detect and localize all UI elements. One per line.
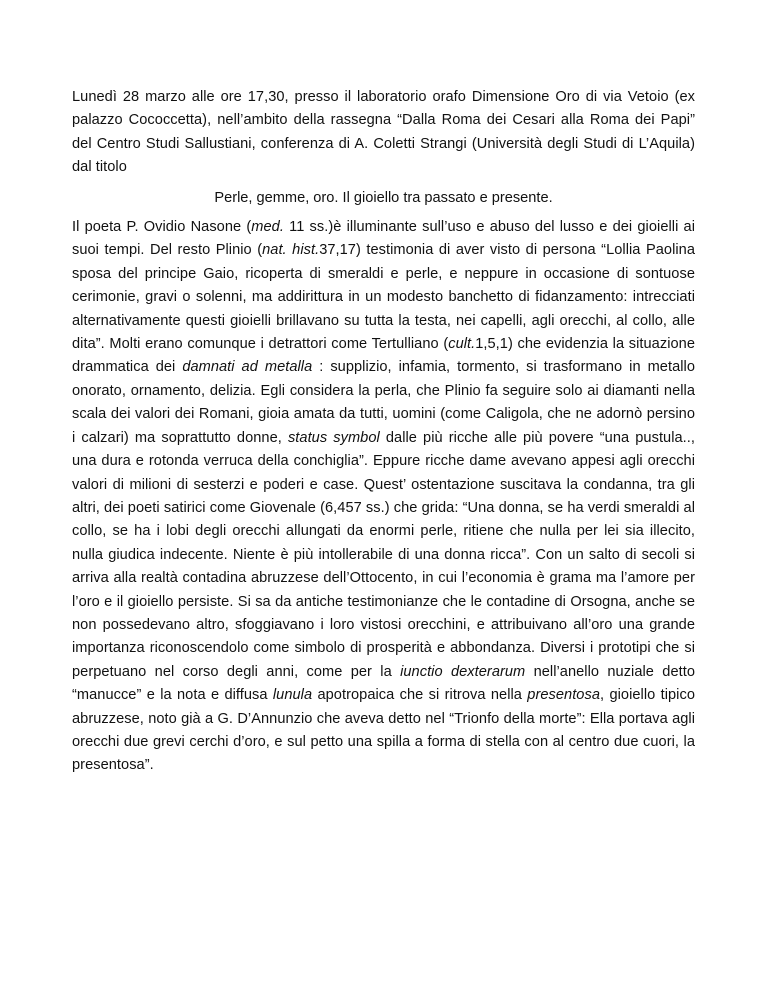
body-segment: apotropaica che si ritrova nella bbox=[312, 687, 528, 704]
lecture-title: Perle, gemme, oro. Il gioiello tra passato e presente. bbox=[214, 189, 553, 206]
body-segment: dalle più ricche alle più povere “una pustula.., una dura e rotonda verruca della conchiglia”. Eppure ricche dame avevano appesi agli orecchi valori di milioni di sesterzi e poderi e case. Quest’ ostentazione suscitava la condanna, tra gli altri, dei poeti satirici come Giovenale (6,457 ss.) che grida: “Una donna, se ha verdi smeraldi al collo, se ha i lobi degli orecchi allungati da enormi perle, ritiene che nulla per lei sia illecito, nulla giudica indecente. Niente è più intollerabile di una donna ricca”. Con un salto di secoli si arriva alla realtà contadina abruzzese dell’Ottocento, in cui l’economia è grama ma l’amore per l’oro e il gioiello persiste. Si sa da antiche testimonianze che le contadine di Orsogna, anche se non possedevano altro, sfoggiavano i loro vistosi orecchini, e attribuivano all’oro una grande importanza riconoscendolo come simbolo di prosperità e abbondanza. Diversi i prototipi che si perpetuano nel corso degli anni, come per la bbox=[72, 429, 695, 680]
body-segment: Il poeta P. Ovidio Nasone ( bbox=[72, 219, 252, 236]
body-paragraph bbox=[72, 216, 695, 778]
body-segment-italic: cult. bbox=[448, 336, 476, 353]
body-segment: , gioiello tipico abruzzese, noto già a G. D’Annunzio che aveva detto nel “Trionfo della morte”: Ella portava agli orecchi due grevi cerchi d’oro, e sul petto una spilla a forma di stella con al centro due cuori, la presentosa”. bbox=[72, 687, 695, 774]
body-segment-italic: presentosa bbox=[527, 687, 600, 704]
body-segment: : supplizio, infamia, tormento, si trasformano in metallo onorato, ornamento, delizia. Egli considera la perla, che Plinio fa seguire solo ai diamanti nella scala dei valori dei Romani, gioia amata da tutti, uomini (come Caligola, che ne adornò persino i calzari) ma soprattutto donne, bbox=[72, 359, 695, 446]
body-segment: nell’anello nuziale detto “manucce” e la nota e diffusa bbox=[72, 663, 696, 704]
body-segment: 11 ss.)è illuminante sull’uso e abuso del lusso e dei gioielli ai suoi tempi. Del resto Plinio ( bbox=[72, 219, 696, 259]
body-segment-italic: damnati ad metalla bbox=[182, 359, 313, 376]
body-segment-italic: nat. hist. bbox=[262, 242, 320, 259]
intro-paragraph: Lunedì 28 marzo alle ore 17,30, presso il laboratorio orafo Dimensione Oro di via Vetoio (ex palazzo Cococcetta), nell’ambito della rassegna “Dalla Roma dei Cesari alla Roma dei Papi” del Centro Studi Sallustiani, conferenza di A. Coletti Strangi (Università degli Studi di L’Aquila) dal titolo bbox=[72, 89, 695, 176]
document-page bbox=[72, 86, 695, 778]
body-segment-italic: status symbol bbox=[287, 429, 380, 446]
body-segment-italic: iunctio dexterarum bbox=[400, 663, 526, 680]
body-segment-italic: med. bbox=[251, 219, 284, 236]
body-segment: 1,5,1) che evidenzia la situazione drammatica dei bbox=[72, 336, 695, 376]
body-segment: 37,17) testimonia di aver visto di persona “Lollia Paolina sposa del principe Gaio, ricoperta di smeraldi e perle, e neppure in occasione di sontuose cerimonie, gravi o solenni, ma addirittura in un modesto banchetto di fidanzamento: intrecciati alternativamente questi gioielli brillavano su tutta la testa, nei capelli, agli orecchi, al collo, alle dita”. Molti erano comunque i detrattori come Tertulliano ( bbox=[72, 242, 695, 353]
body-segment-italic: lunula bbox=[272, 687, 313, 704]
